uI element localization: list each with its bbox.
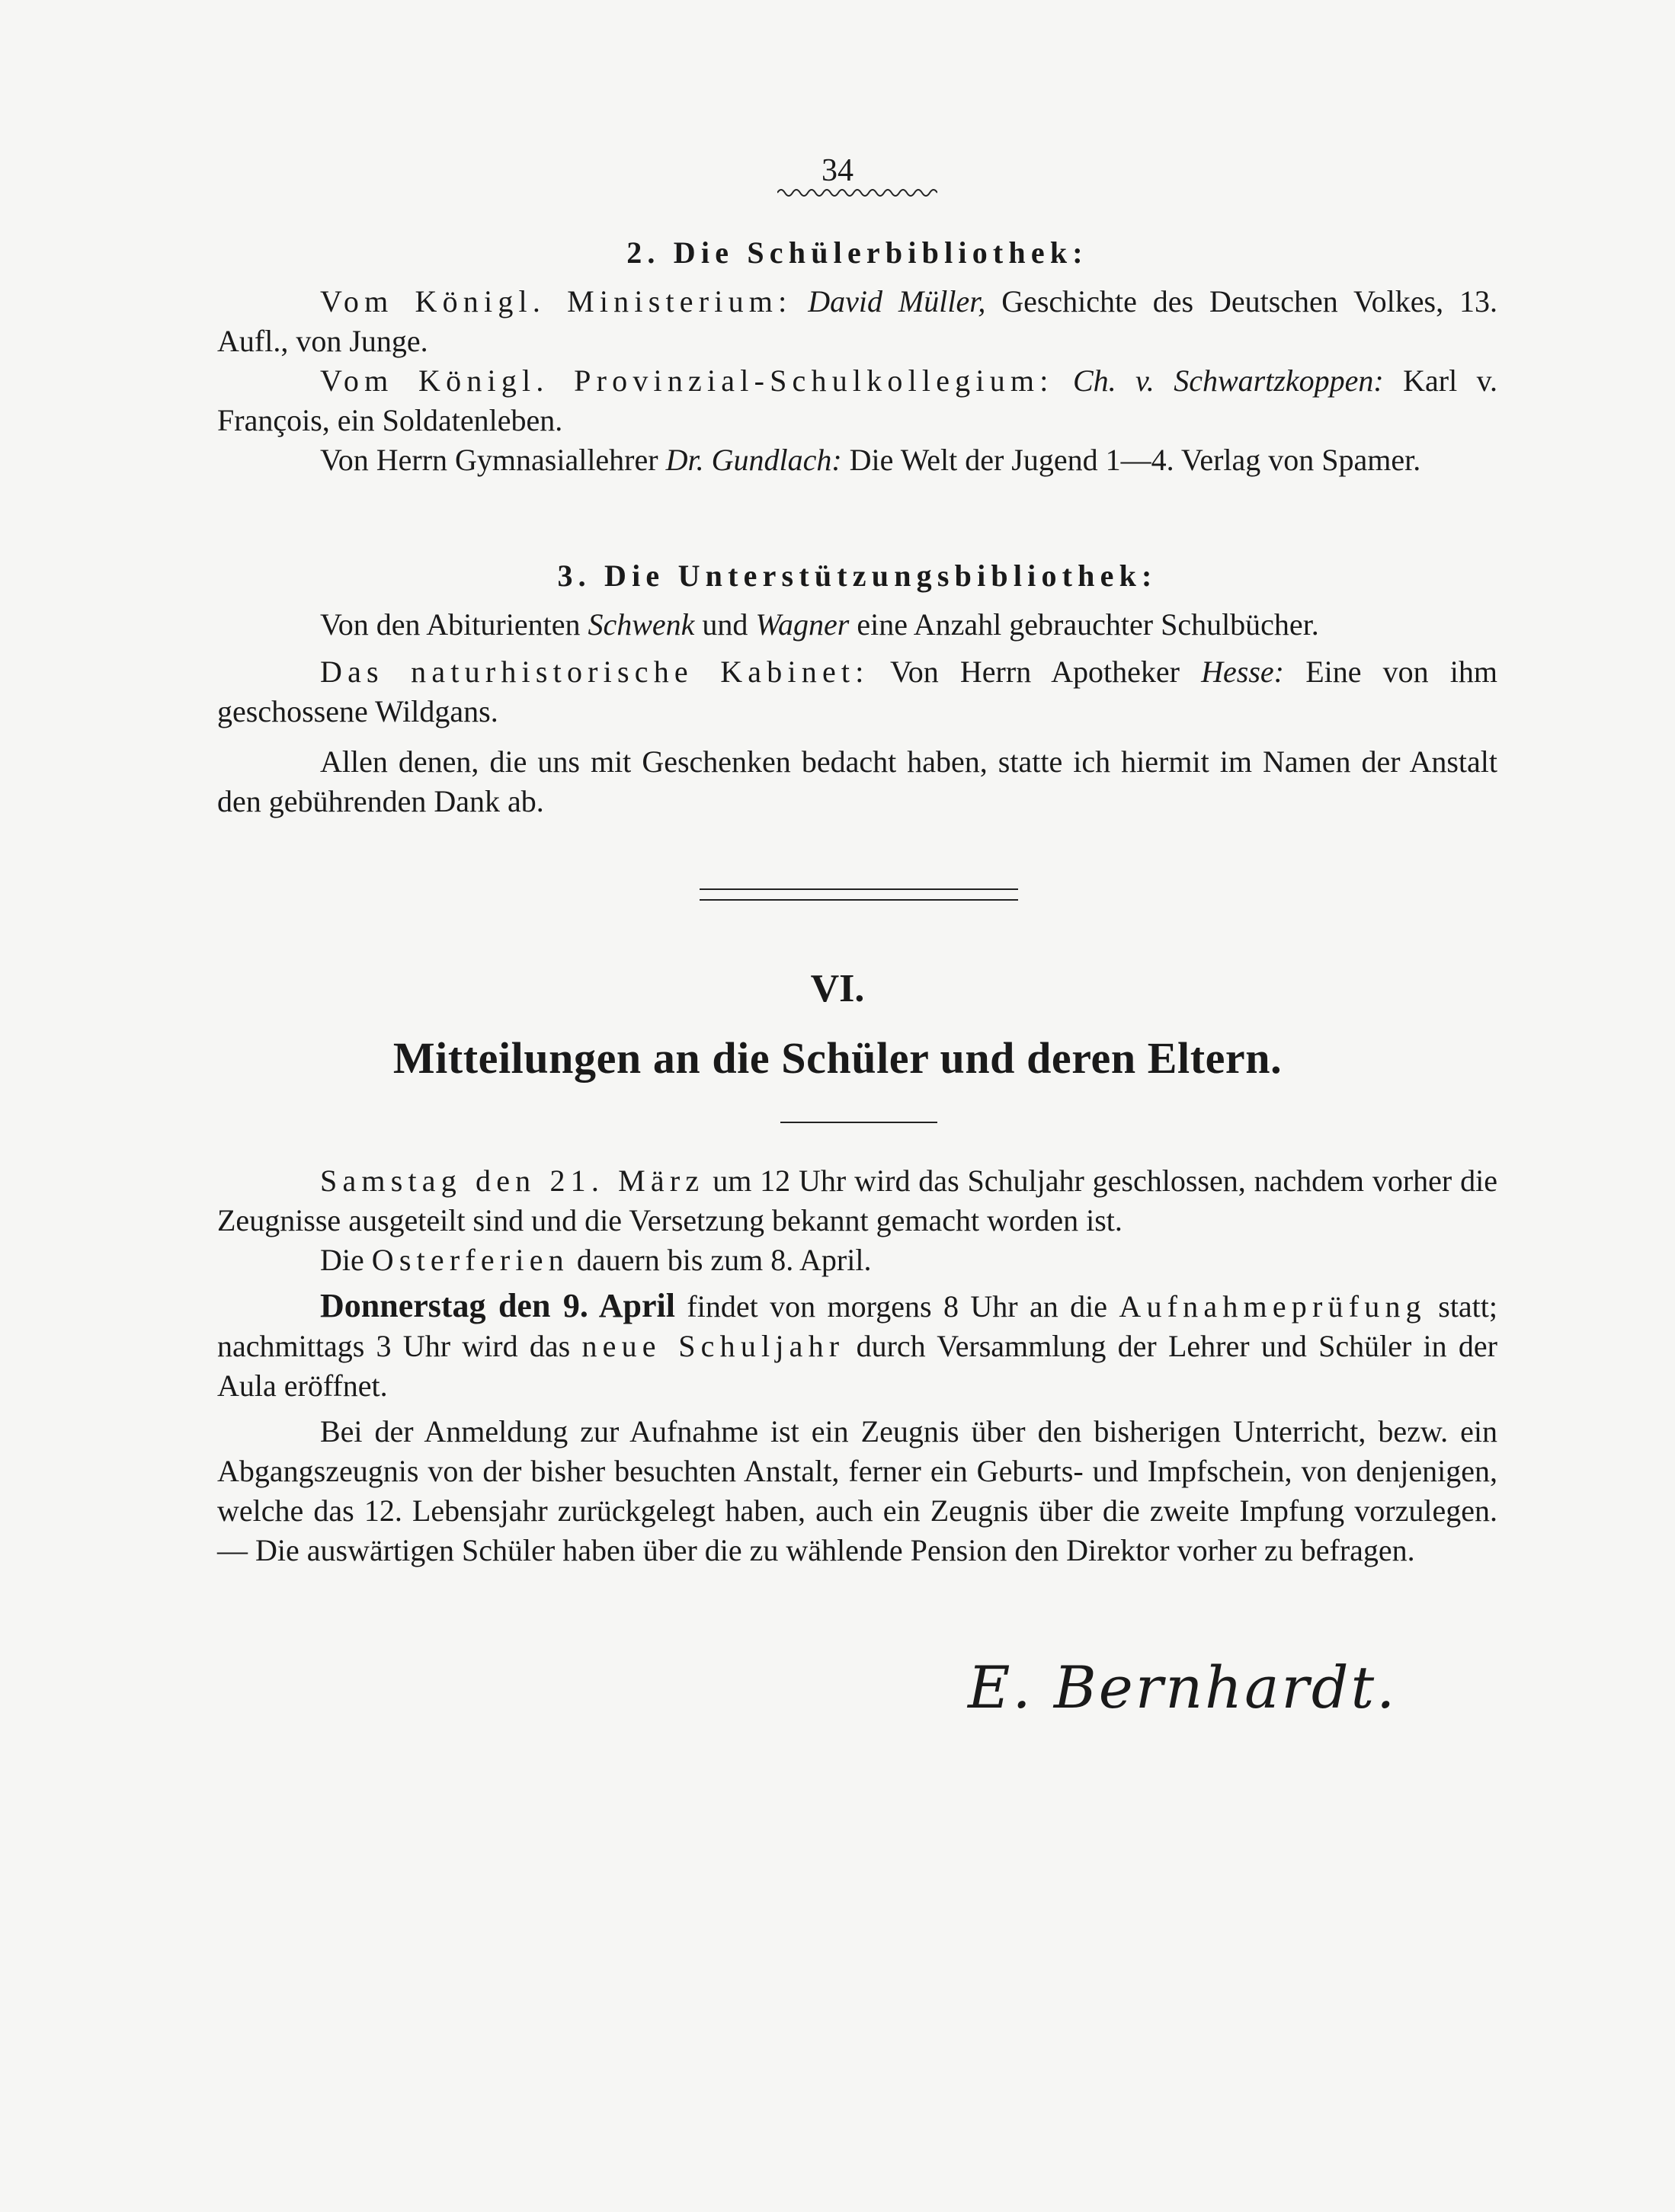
author: David Müller,	[808, 284, 986, 319]
notice-text: statt; nachmittags 3 Uhr wird das	[217, 1289, 1498, 1363]
cabinet-entry	[217, 652, 1497, 731]
conjunction: und	[702, 607, 748, 642]
emphasis-spaced: Osterferien	[371, 1243, 569, 1277]
notice-text: Die	[320, 1243, 364, 1277]
page-number-ornament	[777, 186, 937, 200]
donor: Vom Königl. Ministerium:	[320, 284, 793, 319]
date-lead-bold: Donnerstag den 9. April	[320, 1287, 676, 1324]
section-title: Mitteilungen an die Schüler und deren Eltern.	[392, 1033, 1283, 1083]
entry-suffix: Eine von ihm geschossene Wildgans.	[217, 655, 1498, 728]
cabinet-label: Das naturhistorische Kabinet:	[320, 655, 870, 689]
entry-text: Geschichte des Deutschen Volkes, 13. Aufl., von Junge.	[217, 284, 1497, 358]
library-entry	[217, 282, 1497, 361]
student-library-heading: 2. Die Schülerbibliothek:	[626, 235, 1088, 270]
donor: Vom Königl. Provinzial-Schulkollegium:	[320, 363, 1054, 398]
entry-suffix: eine Anzahl gebrauchter Schulbücher.	[857, 607, 1319, 642]
section-number: VI.	[810, 967, 865, 1010]
person-name: Schwenk	[588, 607, 695, 642]
notice-text: findet von morgens 8 Uhr an die	[687, 1289, 1107, 1324]
emphasis-spaced: Aufnahmeprüfung	[1119, 1289, 1427, 1324]
author: Ch. v. Schwartzkoppen:	[1072, 363, 1384, 398]
support-library-entry	[217, 605, 1497, 645]
thanks-paragraph: Allen denen, die uns mit Geschenken bedacht haben, statte ich hiermit im Namen der Anstalt den gebührenden Dank ab.	[217, 744, 1497, 818]
date-lead: Samstag den 21. März	[320, 1164, 705, 1198]
entry-text: Karl v. François, ein Soldatenleben.	[217, 363, 1498, 437]
entry-prefix: Von den Abiturienten	[320, 607, 581, 642]
notice-easter-holidays	[217, 1240, 1497, 1280]
notice-text: durch Versammlung der Lehrer und Schüler in der Aula eröffnet.	[217, 1329, 1498, 1403]
notice-registration: Bei der Anmeldung zur Aufnahme ist ein Zeugnis über den bisherigen Unterricht, bezw. ein Abgangszeugnis von der bisher besuchten Anstalt, ferner ein Geburts- und Impfschein, von denjenigen, welche das 12. Lebensjahr zurückgelegt haben, auch ein Zeugnis über die zweite Impfung vorzulegen. — Die auswärtigen Schüler haben über die zu wählende Pension den Direktor vorher zu befragen.	[217, 1414, 1497, 1567]
library-entry	[217, 361, 1497, 440]
page-number: 34	[821, 153, 854, 188]
notice-admission-exam	[217, 1286, 1497, 1406]
donor: Von Herrn Gymnasiallehrer	[320, 443, 658, 477]
person-name: Wagner	[755, 607, 850, 642]
emphasis-spaced: neue Schuljahr	[581, 1329, 845, 1363]
double-divider	[700, 888, 1018, 901]
single-divider	[780, 1122, 937, 1123]
signature: E. Bernhardt.	[968, 1653, 1398, 1721]
person-name: Hesse:	[1201, 655, 1285, 689]
notice-school-year-end	[217, 1161, 1497, 1240]
notice-text: dauern bis zum 8. April.	[576, 1243, 872, 1277]
support-library-heading: 3. Die Unterstützungsbibliothek:	[557, 559, 1158, 593]
library-entry	[217, 440, 1497, 480]
author: Dr. Gundlach:	[665, 443, 842, 477]
notices-section	[217, 1161, 1497, 1570]
support-library-section	[217, 556, 1497, 821]
entry-text: Die Welt der Jugend 1—4. Verlag von Spamer.	[849, 443, 1421, 477]
notice-text: um 12 Uhr wird das Schuljahr geschlossen, nachdem vorher die Zeugnisse ausgeteilt sind und die Versetzung bekannt gemacht worden ist.	[217, 1164, 1497, 1237]
student-library-section	[217, 233, 1497, 480]
entry-prefix: Von Herrn Apotheker	[890, 655, 1180, 689]
